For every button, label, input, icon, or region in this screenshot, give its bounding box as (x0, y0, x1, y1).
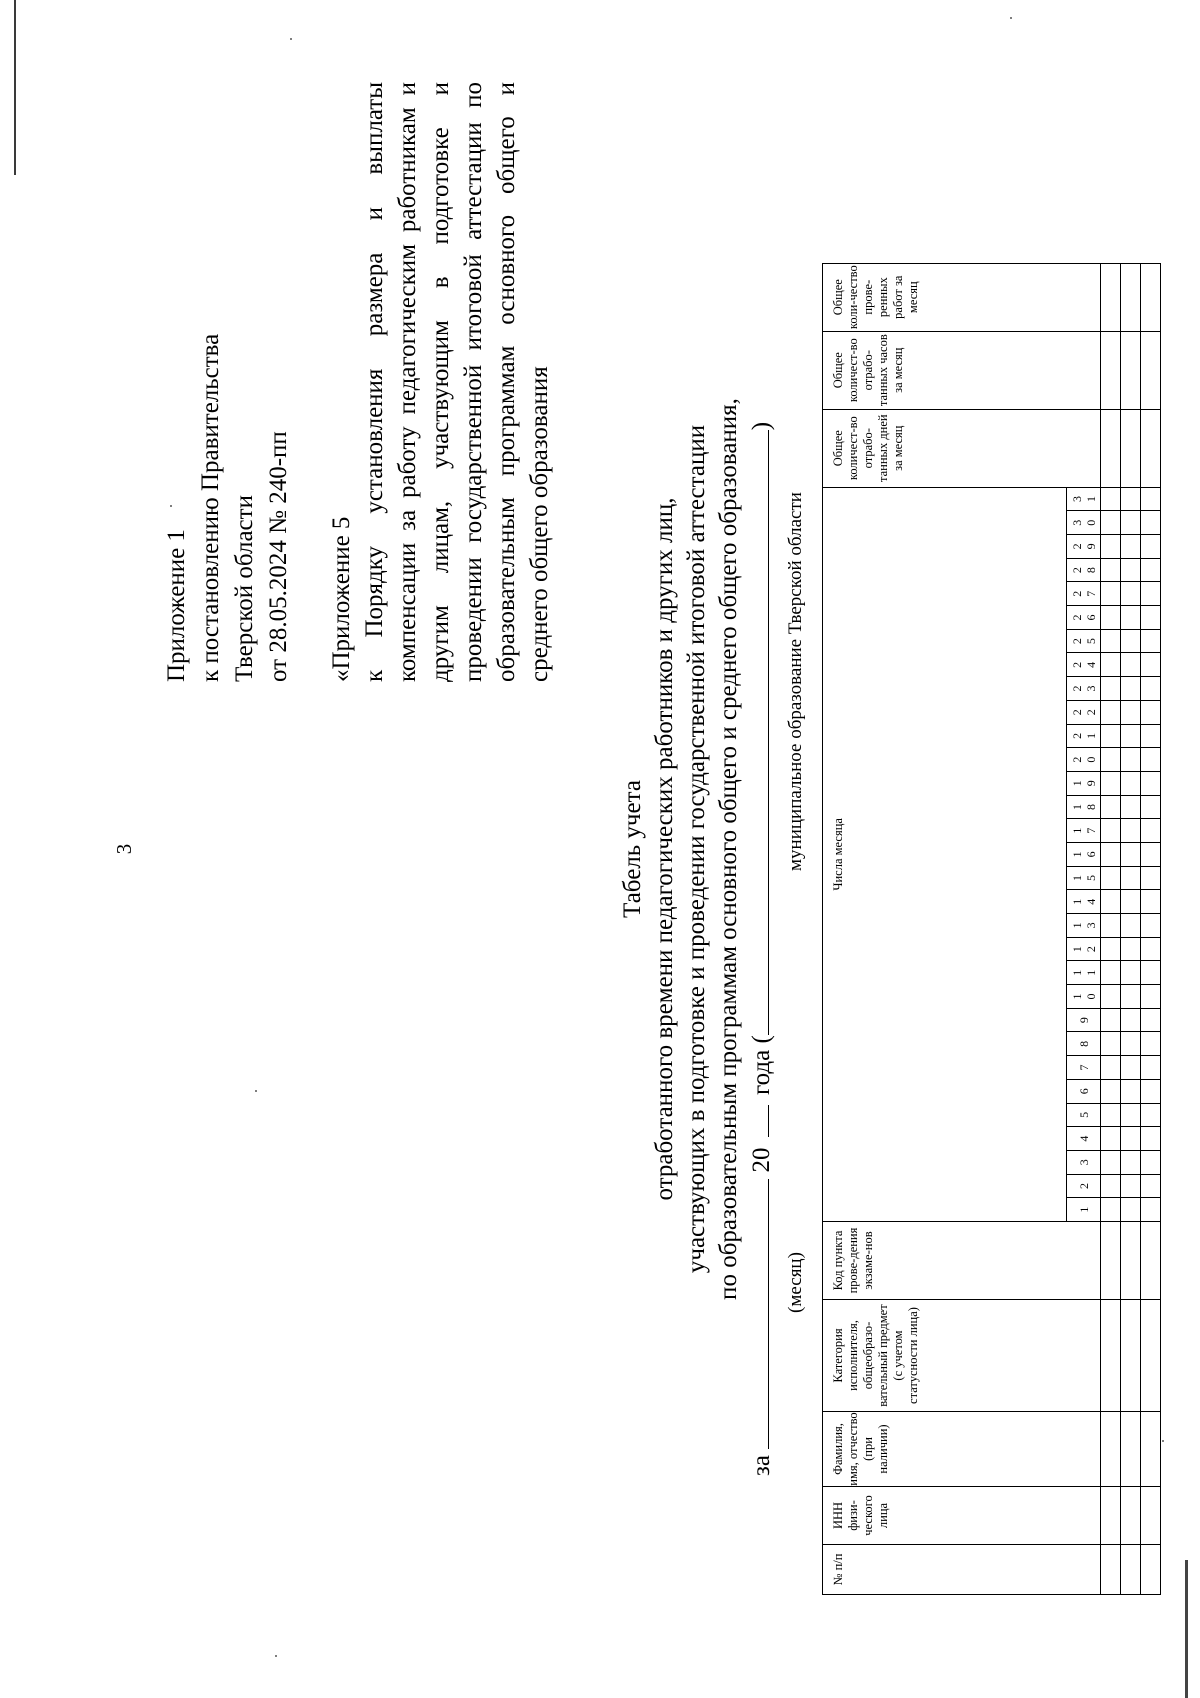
day-digit: 2 (1069, 756, 1084, 763)
table-cell[interactable] (1141, 1056, 1161, 1080)
table-cell[interactable] (1121, 795, 1141, 819)
table-cell[interactable] (1121, 558, 1141, 582)
table-cell[interactable] (1101, 1150, 1121, 1174)
table-cell[interactable] (1101, 843, 1121, 867)
day-digit: 2 (1069, 661, 1084, 668)
day-number (1067, 606, 1101, 630)
month-caption: (месяц) (785, 1252, 806, 1313)
appendix5-header: «Приложение 5 (328, 516, 355, 682)
table-cell[interactable] (1141, 843, 1161, 867)
day-digit: 6 (1083, 614, 1098, 621)
table-cell[interactable] (1101, 771, 1121, 795)
day-digit: 2 (1069, 614, 1084, 621)
year-blank (748, 1105, 769, 1137)
table-cell[interactable] (1121, 700, 1141, 724)
table-cell[interactable] (1101, 1545, 1121, 1595)
table-cell[interactable] (1101, 795, 1121, 819)
table-cell[interactable] (1141, 748, 1161, 772)
table-cell[interactable] (1121, 1198, 1141, 1222)
day-number (1067, 771, 1101, 795)
table-cell[interactable] (1121, 677, 1141, 701)
table-cell[interactable] (1141, 1198, 1161, 1222)
day-digit: 1 (1083, 732, 1098, 739)
table-cell[interactable] (1101, 487, 1121, 511)
period-prefix: за (748, 1455, 775, 1476)
table-cell[interactable] (1101, 1222, 1121, 1300)
day-digit: 7 (1083, 827, 1098, 834)
header-total-works: Общее коли-чество прове-ренных работ за месяц (823, 263, 1101, 331)
title-line: Табель учета (619, 780, 646, 918)
table-cell[interactable] (1141, 677, 1161, 701)
title-line: участвующих в подготовке и проведении государственной итоговой аттестации (683, 424, 710, 1274)
day-digit: 2 (1069, 709, 1084, 716)
day-digit: 2 (1083, 709, 1098, 716)
table-cell[interactable] (1121, 263, 1141, 331)
table-cell[interactable] (1141, 1412, 1161, 1487)
day-digit: 9 (1076, 1017, 1091, 1024)
table-cell[interactable] (1141, 1222, 1161, 1300)
table-cell[interactable] (1101, 914, 1121, 938)
table-cell[interactable] (1141, 1174, 1161, 1198)
day-digit: 6 (1076, 1088, 1091, 1095)
table-cell[interactable] (1121, 937, 1141, 961)
table-cell[interactable] (1141, 629, 1161, 653)
day-number (1067, 961, 1101, 985)
table-cell[interactable] (1121, 606, 1141, 630)
table-cell[interactable] (1101, 1008, 1121, 1032)
table-cell[interactable] (1101, 558, 1121, 582)
table-cell[interactable] (1141, 819, 1161, 843)
header-total-hours: Общее количест-во отрабо-танных часов за месяц (823, 331, 1101, 409)
table-cell[interactable] (1141, 724, 1161, 748)
day-digit: 4 (1083, 898, 1098, 905)
table-cell[interactable] (1101, 629, 1121, 653)
table-cell[interactable] (1141, 937, 1161, 961)
table-cell[interactable] (1141, 409, 1161, 487)
table-cell[interactable] (1141, 263, 1161, 331)
day-digit: 2 (1069, 590, 1084, 597)
day-number (1067, 487, 1101, 511)
table-cell[interactable] (1141, 1032, 1161, 1056)
day-digit: 4 (1076, 1135, 1091, 1142)
table-cell[interactable] (1121, 1103, 1141, 1127)
day-digit: 1 (1069, 993, 1084, 1000)
day-digit: 3 (1069, 519, 1084, 526)
table-cell[interactable] (1101, 677, 1121, 701)
table-cell[interactable] (1141, 771, 1161, 795)
day-number (1067, 582, 1101, 606)
day-number (1067, 1103, 1101, 1127)
table-cell[interactable] (1121, 1222, 1141, 1300)
day-number (1067, 511, 1101, 535)
day-number (1067, 819, 1101, 843)
table-cell[interactable] (1121, 535, 1141, 559)
table-cell[interactable] (1121, 487, 1141, 511)
table-cell[interactable] (1101, 263, 1121, 331)
table-cell[interactable] (1101, 511, 1121, 535)
appendix5-reference (325, 82, 556, 682)
table-cell[interactable] (1141, 487, 1161, 511)
table-cell[interactable] (1101, 1174, 1121, 1198)
table-cell[interactable] (1141, 653, 1161, 677)
appendix-line: к постановлению Правительства (197, 333, 224, 682)
table-row (1141, 263, 1161, 1594)
day-number (1067, 700, 1101, 724)
table-cell[interactable] (1121, 582, 1141, 606)
header-fio: Фамилия, имя, отчество (при наличии) (823, 1412, 1101, 1487)
table-cell[interactable] (1121, 629, 1141, 653)
municipality-caption: муниципальное образование Тверской области (785, 492, 806, 871)
day-digit: 9 (1083, 543, 1098, 550)
day-digit: 2 (1083, 946, 1098, 953)
day-digit: 9 (1083, 780, 1098, 787)
month-blank (748, 1179, 769, 1449)
header-inn: ИНН физи-ческого лица (823, 1487, 1101, 1545)
day-digit: 1 (1083, 496, 1098, 503)
day-number (1067, 1056, 1101, 1080)
table-cell[interactable] (1121, 1032, 1141, 1056)
table-cell[interactable] (1101, 1198, 1121, 1222)
day-digit: 2 (1069, 543, 1084, 550)
table-cell[interactable] (1141, 582, 1161, 606)
table-cell[interactable] (1121, 653, 1141, 677)
title-line: по образовательным программам основного общего и среднего общего образования, (715, 398, 742, 1300)
table-cell[interactable] (1141, 535, 1161, 559)
day-number (1067, 1127, 1101, 1151)
day-digit: 7 (1083, 590, 1098, 597)
table-cell[interactable] (1141, 1487, 1161, 1545)
table-cell[interactable] (1101, 582, 1121, 606)
day-number (1067, 914, 1101, 938)
table-cell[interactable] (1121, 1150, 1141, 1174)
table-cell[interactable] (1141, 1127, 1161, 1151)
title-line: отработанного времени педагогических работников и других лиц, (651, 497, 678, 1201)
table-cell[interactable] (1121, 961, 1141, 985)
day-digit: 7 (1076, 1064, 1091, 1071)
table-row (1101, 263, 1121, 1594)
day-number (1067, 843, 1101, 867)
day-digit: 2 (1069, 732, 1084, 739)
table-cell[interactable] (1101, 1412, 1121, 1487)
table-cell[interactable] (1121, 1008, 1141, 1032)
table-cell[interactable] (1121, 819, 1141, 843)
table-cell[interactable] (1121, 1545, 1141, 1595)
day-number (1067, 985, 1101, 1009)
day-digit: 4 (1083, 661, 1098, 668)
table-cell[interactable] (1121, 890, 1141, 914)
year-suffix: года ( (748, 1035, 775, 1096)
day-digit: 0 (1083, 993, 1098, 1000)
table-cell[interactable] (1141, 1545, 1161, 1595)
day-number (1067, 558, 1101, 582)
table-cell[interactable] (1101, 819, 1121, 843)
day-digit: 0 (1083, 519, 1098, 526)
day-number (1067, 1198, 1101, 1222)
table-cell[interactable] (1121, 748, 1141, 772)
header-days: Числа месяца (823, 487, 1067, 1221)
day-number (1067, 1008, 1101, 1032)
table-cell[interactable] (1101, 961, 1121, 985)
day-number (1067, 748, 1101, 772)
year-prefix: 20 (748, 1147, 775, 1173)
day-digit: 1 (1069, 922, 1084, 929)
table-cell[interactable] (1121, 1300, 1141, 1412)
day-digit: 1 (1083, 969, 1098, 976)
table-cell[interactable] (1121, 724, 1141, 748)
table-cell[interactable] (1101, 1103, 1121, 1127)
day-number (1067, 1174, 1101, 1198)
table-cell[interactable] (1101, 653, 1121, 677)
table-header-row (823, 263, 1067, 1594)
table-cell[interactable] (1141, 961, 1161, 985)
table-cell[interactable] (1121, 771, 1141, 795)
day-number (1067, 1079, 1101, 1103)
table-cell[interactable] (1141, 606, 1161, 630)
table-cell[interactable] (1141, 700, 1161, 724)
day-digit: 6 (1083, 851, 1098, 858)
table-cell[interactable] (1101, 700, 1121, 724)
table-cell[interactable] (1101, 937, 1121, 961)
table-cell[interactable] (1101, 1300, 1121, 1412)
day-digit: 1 (1069, 875, 1084, 882)
table-cell[interactable] (1121, 511, 1141, 535)
table-cell[interactable] (1121, 409, 1141, 487)
table-cell[interactable] (1101, 409, 1121, 487)
table-cell[interactable] (1101, 1056, 1121, 1080)
table-cell[interactable] (1101, 724, 1121, 748)
table-cell[interactable] (1141, 331, 1161, 409)
table-cell[interactable] (1141, 1079, 1161, 1103)
table-cell[interactable] (1121, 985, 1141, 1009)
day-number (1067, 629, 1101, 653)
day-digit: 1 (1069, 827, 1084, 834)
table-row (1121, 263, 1141, 1594)
document-title (617, 0, 745, 1698)
day-number (1067, 535, 1101, 559)
table-cell[interactable] (1141, 985, 1161, 1009)
table-cell[interactable] (1141, 1150, 1161, 1174)
table-cell[interactable] (1101, 331, 1121, 409)
table-cell[interactable] (1101, 1032, 1121, 1056)
day-digit: 8 (1083, 803, 1098, 810)
table-cell[interactable] (1101, 748, 1121, 772)
header-category: Категория исполнителя, общеобразо-вательный предмет (с учетом статусности лица) (823, 1300, 1101, 1412)
day-number (1067, 1150, 1101, 1174)
table-cell[interactable] (1141, 866, 1161, 890)
day-number (1067, 724, 1101, 748)
table-cell[interactable] (1121, 1056, 1141, 1080)
table-cell[interactable] (1141, 1103, 1161, 1127)
table-cell[interactable] (1121, 1174, 1141, 1198)
table-cell[interactable] (1101, 606, 1121, 630)
day-digit: 2 (1076, 1182, 1091, 1189)
day-digit: 1 (1076, 1206, 1091, 1213)
day-digit: 5 (1083, 875, 1098, 882)
table-cell[interactable] (1141, 795, 1161, 819)
table-cell[interactable] (1121, 1079, 1141, 1103)
appendix5-body: к Порядку установления размера и выплаты компенсации за работу педагогическим работникам и другим лицам, участвующим в подготовке и проведении государственной итоговой аттестации по образовательным программам основного общего и среднего общего образования (361, 82, 553, 682)
table-cell[interactable] (1121, 866, 1141, 890)
header-total-days: Общее количест-во отрабо-танных дней за месяц (823, 409, 1101, 487)
appendix-reference (160, 82, 296, 682)
table-cell[interactable] (1101, 890, 1121, 914)
day-digit: 2 (1069, 638, 1084, 645)
day-digit: 1 (1069, 946, 1084, 953)
table-cell[interactable] (1121, 1412, 1141, 1487)
table-cell[interactable] (1101, 866, 1121, 890)
table-cell[interactable] (1141, 1300, 1161, 1412)
day-number (1067, 653, 1101, 677)
day-number (1067, 890, 1101, 914)
day-digit: 5 (1083, 638, 1098, 645)
day-digit: 1 (1069, 780, 1084, 787)
day-digit: 1 (1069, 803, 1084, 810)
day-number (1067, 795, 1101, 819)
day-digit: 8 (1076, 1040, 1091, 1047)
day-digit: 3 (1069, 496, 1084, 503)
day-digit: 8 (1083, 567, 1098, 574)
table-cell[interactable] (1101, 1079, 1121, 1103)
period-close: ) (748, 421, 775, 431)
day-digit: 2 (1069, 567, 1084, 574)
table-cell[interactable] (1101, 985, 1121, 1009)
header-code: Код пункта прове-дения экзаме-нов (823, 1222, 1101, 1300)
appendix-line: от 28.05.2024 № 240-пп (265, 431, 292, 682)
page-number: 3 (112, 843, 136, 855)
table-cell[interactable] (1121, 1127, 1141, 1151)
table-cell[interactable] (1141, 511, 1161, 535)
day-digit: 3 (1076, 1159, 1091, 1166)
timesheet-table (822, 263, 1161, 1595)
municipality-blank (748, 430, 769, 1035)
header-num: № п/п (823, 1545, 1101, 1595)
table-cell[interactable] (1121, 843, 1141, 867)
day-digit: 0 (1083, 756, 1098, 763)
day-digit: 5 (1076, 1111, 1091, 1118)
day-digit: 2 (1069, 685, 1084, 692)
table-cell[interactable] (1101, 1127, 1121, 1151)
table-cell[interactable] (1141, 558, 1161, 582)
day-number (1067, 937, 1101, 961)
table-cell[interactable] (1141, 890, 1161, 914)
appendix-line: Тверской области (231, 495, 258, 682)
table-cell[interactable] (1121, 331, 1141, 409)
appendix-line: Приложение 1 (163, 529, 190, 682)
table-cell[interactable] (1141, 914, 1161, 938)
period-line (748, 376, 780, 1476)
day-digit: 1 (1069, 851, 1084, 858)
table-cell[interactable] (1121, 914, 1141, 938)
table-cell[interactable] (1141, 1008, 1161, 1032)
table-cell[interactable] (1101, 1487, 1121, 1545)
day-number (1067, 866, 1101, 890)
day-digit: 3 (1083, 685, 1098, 692)
table-cell[interactable] (1101, 535, 1121, 559)
day-digit: 1 (1069, 969, 1084, 976)
table-cell[interactable] (1121, 1487, 1141, 1545)
day-digit: 1 (1069, 898, 1084, 905)
day-digit: 3 (1083, 922, 1098, 929)
day-number (1067, 677, 1101, 701)
day-number (1067, 1032, 1101, 1056)
